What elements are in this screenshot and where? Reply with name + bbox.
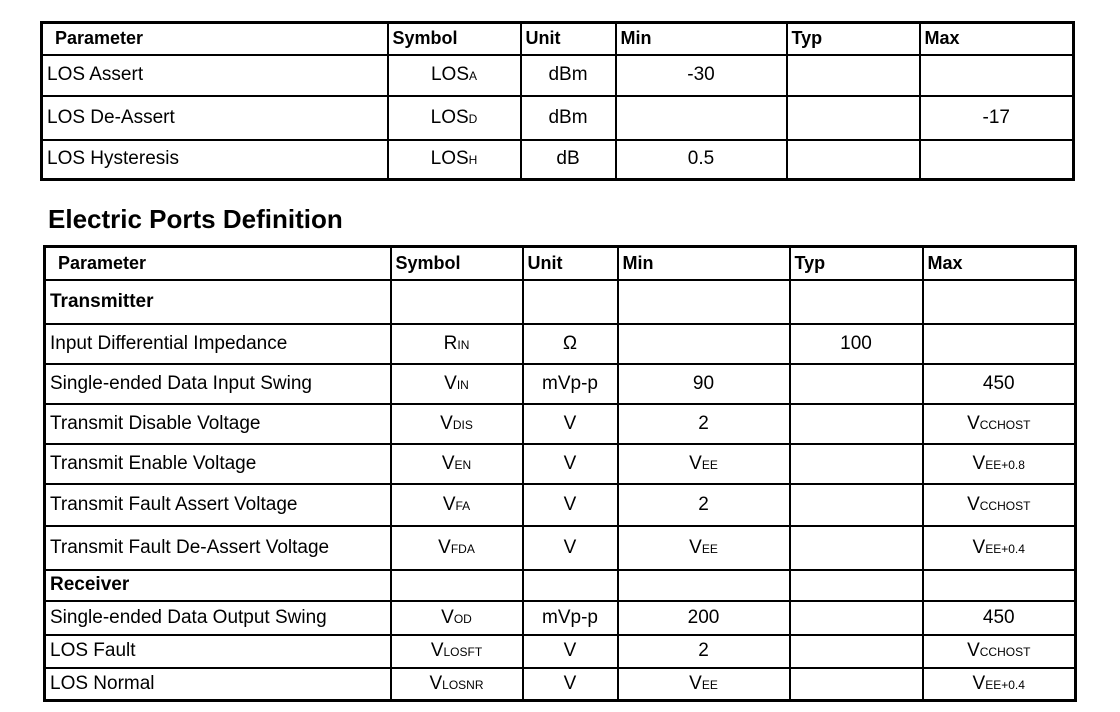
cell-max-text: V — [967, 412, 980, 434]
cell-max-subscript: CCHOST — [979, 417, 1031, 432]
header-parameter: Parameter — [42, 23, 388, 55]
table-row — [45, 364, 1076, 404]
cell-min — [618, 601, 790, 635]
cell-max — [920, 55, 1074, 96]
cell-symbol — [391, 364, 523, 404]
header-typ: Typ — [787, 23, 920, 55]
table-row — [42, 140, 1074, 180]
cell-min — [618, 526, 790, 570]
cell-typ — [790, 444, 923, 484]
header-min: Min — [616, 23, 787, 55]
cell-parameter — [45, 324, 391, 364]
header-symbol: Symbol — [388, 23, 521, 55]
cell-parameter-text: Transmit Disable Voltage — [50, 412, 261, 434]
header-symbol: Symbol — [391, 247, 523, 280]
cell-parameter — [45, 635, 391, 668]
cell-min — [618, 444, 790, 484]
cell-unit-text: Ω — [562, 332, 578, 354]
cell-symbol — [391, 526, 523, 570]
cell-min-text: 2 — [698, 493, 709, 515]
cell-unit — [521, 55, 616, 96]
cell-symbol-text: V — [442, 493, 456, 515]
table-row — [42, 55, 1074, 96]
cell-min — [618, 364, 790, 404]
cell-parameter-text: LOS De-Assert — [47, 106, 175, 128]
cell-symbol-text: V — [440, 412, 453, 434]
cell-max — [923, 484, 1076, 526]
cell-symbol — [391, 484, 523, 526]
cell-symbol-text: R — [443, 332, 458, 354]
cell-symbol-text: V — [441, 452, 455, 474]
cell-max — [923, 601, 1076, 635]
cell-symbol-subscript: H — [468, 153, 478, 168]
cell-symbol-text: V — [444, 372, 457, 394]
empty-cell — [923, 570, 1076, 601]
cell-max — [923, 364, 1076, 404]
cell-parameter — [45, 484, 391, 526]
empty-cell — [790, 570, 923, 601]
cell-unit-text: dBm — [548, 106, 588, 128]
empty-cell — [523, 280, 618, 324]
cell-symbol — [388, 140, 521, 180]
table-row — [45, 601, 1076, 635]
cell-symbol — [391, 668, 523, 701]
cell-min — [616, 96, 787, 140]
header-typ: Typ — [790, 247, 923, 280]
cell-unit-text: V — [563, 452, 577, 474]
cell-max-text: 450 — [982, 372, 1015, 394]
cell-parameter — [42, 96, 388, 140]
cell-min — [616, 55, 787, 96]
cell-unit — [521, 140, 616, 180]
cell-max — [923, 668, 1076, 701]
cell-symbol-subscript: A — [469, 69, 478, 83]
cell-symbol — [391, 601, 523, 635]
cell-unit-text: V — [563, 412, 577, 434]
cell-parameter-text: Transmit Fault De-Assert Voltage — [50, 536, 330, 558]
electric-ports-table — [43, 245, 1077, 702]
cell-max-text: V — [972, 452, 986, 474]
header-row — [45, 247, 1076, 280]
header-parameter: Parameter — [45, 247, 391, 280]
cell-typ — [790, 526, 923, 570]
cell-typ — [790, 668, 923, 701]
table-row — [45, 324, 1076, 364]
header-max: Max — [923, 247, 1076, 280]
cell-min-text: 200 — [687, 606, 720, 628]
cell-symbol-text: LOS — [430, 64, 469, 85]
table-row — [45, 668, 1076, 701]
cell-max — [923, 324, 1076, 364]
cell-unit — [523, 364, 618, 404]
empty-cell — [618, 280, 790, 324]
cell-parameter — [45, 404, 391, 444]
cell-symbol-text: LOS — [430, 148, 469, 170]
cell-min-text: 2 — [698, 412, 709, 434]
cell-max-subscript: CCHOST — [979, 498, 1031, 513]
optical-los-table — [40, 21, 1075, 181]
cell-max — [920, 140, 1074, 180]
table-row — [45, 484, 1076, 526]
table-row — [42, 96, 1074, 140]
cell-unit — [523, 601, 618, 635]
cell-parameter — [45, 601, 391, 635]
cell-min — [618, 324, 790, 364]
table-row — [45, 635, 1076, 668]
section-row-receiver — [45, 570, 1076, 601]
cell-max-text: 450 — [982, 606, 1015, 628]
cell-parameter — [45, 526, 391, 570]
cell-symbol — [388, 55, 521, 96]
cell-max-subscript: EE+0.4 — [985, 677, 1025, 692]
cell-unit-text: V — [563, 672, 577, 694]
cell-max-text: V — [967, 640, 980, 661]
cell-min-text: 0.5 — [687, 148, 715, 170]
cell-unit — [523, 668, 618, 701]
cell-max-text: -17 — [982, 106, 1010, 128]
section-title: Electric Ports Definition — [48, 204, 343, 234]
cell-max-text: V — [972, 536, 986, 558]
cell-unit-text: mVp-p — [542, 606, 598, 628]
cell-parameter — [45, 668, 391, 701]
cell-min-text: V — [689, 452, 702, 474]
cell-typ — [790, 364, 923, 404]
cell-symbol-subscript: IN — [456, 377, 469, 392]
cell-typ — [790, 635, 923, 668]
cell-min — [616, 140, 787, 180]
cell-symbol — [391, 635, 523, 668]
cell-max — [923, 635, 1076, 668]
cell-typ — [790, 404, 923, 444]
cell-unit-text: V — [563, 536, 577, 558]
cell-max — [920, 96, 1074, 140]
cell-parameter — [45, 364, 391, 404]
cell-max-text: V — [967, 493, 980, 515]
cell-parameter-text: Single-ended Data Output Swing — [50, 606, 327, 628]
cell-parameter — [42, 55, 388, 96]
cell-symbol-subscript: EN — [454, 457, 472, 472]
section-label: Receiver — [45, 570, 391, 601]
cell-symbol-subscript: FDA — [450, 541, 475, 556]
cell-symbol-subscript: LOSFT — [443, 645, 483, 659]
cell-symbol-text: V — [441, 606, 454, 628]
header-max: Max — [920, 23, 1074, 55]
cell-unit-text: dB — [556, 148, 580, 170]
cell-min — [618, 404, 790, 444]
cell-parameter-text: LOS Hysteresis — [47, 148, 179, 170]
cell-min — [618, 635, 790, 668]
cell-unit — [523, 444, 618, 484]
empty-cell — [923, 280, 1076, 324]
cell-parameter-text: Transmit Fault Assert Voltage — [50, 493, 298, 515]
section-label: Transmitter — [45, 280, 391, 324]
cell-min-subscript: EE — [701, 677, 718, 692]
table-row — [45, 444, 1076, 484]
cell-symbol-text: V — [430, 640, 444, 661]
cell-unit — [521, 96, 616, 140]
cell-unit — [523, 484, 618, 526]
cell-unit-text: dBm — [548, 64, 588, 85]
cell-min — [618, 668, 790, 701]
cell-parameter-text: LOS Fault — [50, 640, 136, 661]
cell-typ — [790, 484, 923, 526]
empty-cell — [391, 570, 523, 601]
cell-typ — [790, 601, 923, 635]
cell-parameter-text: Transmit Enable Voltage — [50, 452, 257, 474]
cell-unit-text: mVp-p — [542, 372, 598, 394]
header-min: Min — [618, 247, 790, 280]
cell-symbol-subscript: DIS — [452, 417, 473, 432]
cell-parameter-text: LOS Assert — [47, 64, 144, 85]
cell-min-subscript: EE — [701, 457, 718, 472]
cell-symbol — [391, 324, 523, 364]
cell-symbol-text: V — [429, 672, 443, 694]
cell-max-subscript: EE+0.8 — [985, 457, 1025, 472]
cell-symbol — [388, 96, 521, 140]
header-unit: Unit — [521, 23, 616, 55]
cell-max-subscript: CCHOST — [979, 645, 1031, 659]
cell-unit-text: V — [563, 640, 577, 661]
cell-symbol-text: V — [438, 536, 451, 558]
cell-parameter — [45, 444, 391, 484]
cell-symbol-text: LOS — [430, 106, 469, 128]
cell-symbol-subscript: OD — [453, 611, 472, 626]
cell-symbol-subscript: LOSNR — [442, 677, 484, 692]
cell-typ-text: 100 — [840, 332, 872, 354]
cell-max-subscript: EE+0.4 — [985, 541, 1025, 556]
cell-parameter-text: Input Differential Impedance — [50, 332, 288, 354]
cell-min-text: -30 — [687, 64, 715, 85]
cell-max-text: V — [972, 672, 986, 694]
empty-cell — [790, 280, 923, 324]
cell-min-text: 2 — [698, 640, 709, 661]
empty-cell — [618, 570, 790, 601]
cell-typ — [787, 55, 920, 96]
cell-max — [923, 444, 1076, 484]
cell-min-text: 90 — [692, 372, 715, 394]
cell-unit — [523, 404, 618, 444]
section-row-transmitter — [45, 280, 1076, 324]
cell-symbol-subscript: FA — [455, 498, 471, 513]
cell-min-subscript: EE — [701, 541, 718, 556]
cell-min-text: V — [689, 536, 702, 558]
cell-symbol — [391, 444, 523, 484]
header-unit: Unit — [523, 247, 618, 280]
table-row — [45, 404, 1076, 444]
cell-typ — [787, 140, 920, 180]
cell-unit-text: V — [563, 493, 577, 515]
cell-typ — [787, 96, 920, 140]
cell-symbol-subscript: IN — [457, 337, 470, 352]
cell-unit — [523, 324, 618, 364]
cell-symbol-subscript: D — [468, 111, 478, 126]
header-row — [42, 23, 1074, 55]
empty-cell — [391, 280, 523, 324]
cell-parameter-text: Single-ended Data Input Swing — [50, 372, 312, 394]
cell-typ — [790, 324, 923, 364]
table-row — [45, 526, 1076, 570]
cell-unit — [523, 635, 618, 668]
cell-parameter-text: LOS Normal — [50, 672, 155, 694]
cell-max — [923, 404, 1076, 444]
cell-symbol — [391, 404, 523, 444]
cell-max — [923, 526, 1076, 570]
cell-unit — [523, 526, 618, 570]
cell-min — [618, 484, 790, 526]
cell-parameter — [42, 140, 388, 180]
cell-min-text: V — [689, 672, 702, 694]
empty-cell — [523, 570, 618, 601]
